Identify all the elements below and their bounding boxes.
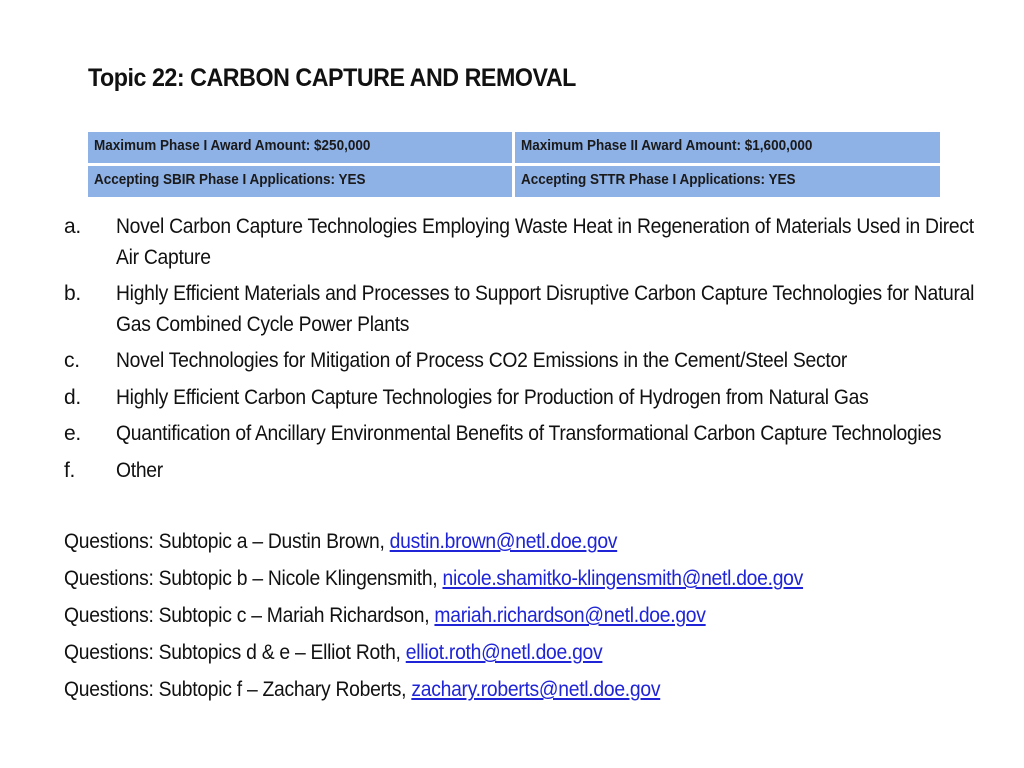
list-marker: b.: [64, 282, 81, 305]
subtopic-item-b: [64, 279, 984, 340]
subtopic-item-a: [64, 212, 984, 273]
email-link-dustin-brown[interactable]: dustin.brown@netl.doe.gov: [389, 530, 618, 553]
contacts-section: [64, 527, 1004, 712]
table-cell-sbir-phase1: [88, 166, 512, 197]
subtopic-item-e: [64, 419, 984, 450]
table-cell-sttr-phase1: [515, 166, 940, 197]
cell-text: Maximum Phase I Award Amount: $250,000: [94, 137, 371, 154]
table-cell-phase1-amount: [88, 132, 512, 163]
contact-label: Questions: Subtopic a – Dustin Brown,: [64, 530, 390, 553]
list-marker: a.: [64, 215, 81, 238]
subtopic-item-f: [64, 456, 984, 487]
list-marker: e.: [64, 422, 81, 445]
email-link-nicole-klingensmith[interactable]: nicole.shamitko-klingensmith@netl.doe.gov: [442, 567, 804, 590]
cell-text: Accepting STTR Phase I Applications: YES: [521, 171, 796, 188]
email-link-mariah-richardson[interactable]: mariah.richardson@netl.doe.gov: [434, 604, 706, 627]
contact-label: Questions: Subtopic b – Nicole Klingensmith,: [64, 567, 443, 590]
award-info-table: [85, 129, 943, 200]
contact-label: Questions: Subtopic c – Mariah Richardson,: [64, 604, 435, 627]
list-marker: f.: [64, 458, 76, 482]
contact-label: Questions: Subtopic f – Zachary Roberts,: [64, 678, 412, 701]
contact-line-f: [64, 675, 929, 706]
email-link-zachary-roberts[interactable]: zachary.roberts@netl.doe.gov: [411, 678, 661, 701]
table-cell-phase2-amount: [515, 132, 940, 163]
cell-text: Maximum Phase II Award Amount: $1,600,000: [521, 137, 813, 154]
table-row: [88, 132, 940, 163]
subtopic-text: Highly Efficient Carbon Capture Technologies for Production of Hydrogen from Natural Gas: [116, 385, 869, 409]
subtopic-text: Highly Efficient Materials and Processes to Support Disruptive Carbon Capture Technologies for Natural Gas Combined Cycle Power Plants: [116, 282, 975, 336]
contact-line-de: [64, 638, 929, 669]
subtopic-list: [64, 212, 984, 492]
subtopic-item-d: [64, 383, 984, 414]
subtopic-text: Quantification of Ancillary Environmental Benefits of Transformational Carbon Capture Technologies: [116, 422, 942, 445]
list-marker: d.: [64, 385, 81, 409]
subtopic-text: Other: [116, 458, 163, 482]
table-row: [88, 166, 940, 197]
email-link-elliot-roth[interactable]: elliot.roth@netl.doe.gov: [405, 641, 603, 664]
cell-text: Accepting SBIR Phase I Applications: YES: [94, 171, 366, 188]
contact-line-b: [64, 564, 929, 595]
subtopic-item-c: [64, 346, 984, 377]
list-marker: c.: [64, 349, 80, 372]
subtopic-text: Novel Technologies for Mitigation of Process CO2 Emissions in the Cement/Steel Sector: [116, 349, 848, 372]
contact-line-c: [64, 601, 929, 632]
contact-line-a: [64, 527, 929, 558]
subtopic-text: Novel Carbon Capture Technologies Employing Waste Heat in Regeneration of Materials Used in Direct Air Capture: [116, 215, 974, 269]
slide-title: Topic 22: CARBON CAPTURE AND REMOVAL: [88, 64, 576, 92]
contact-label: Questions: Subtopics d & e – Elliot Roth,: [64, 641, 406, 664]
